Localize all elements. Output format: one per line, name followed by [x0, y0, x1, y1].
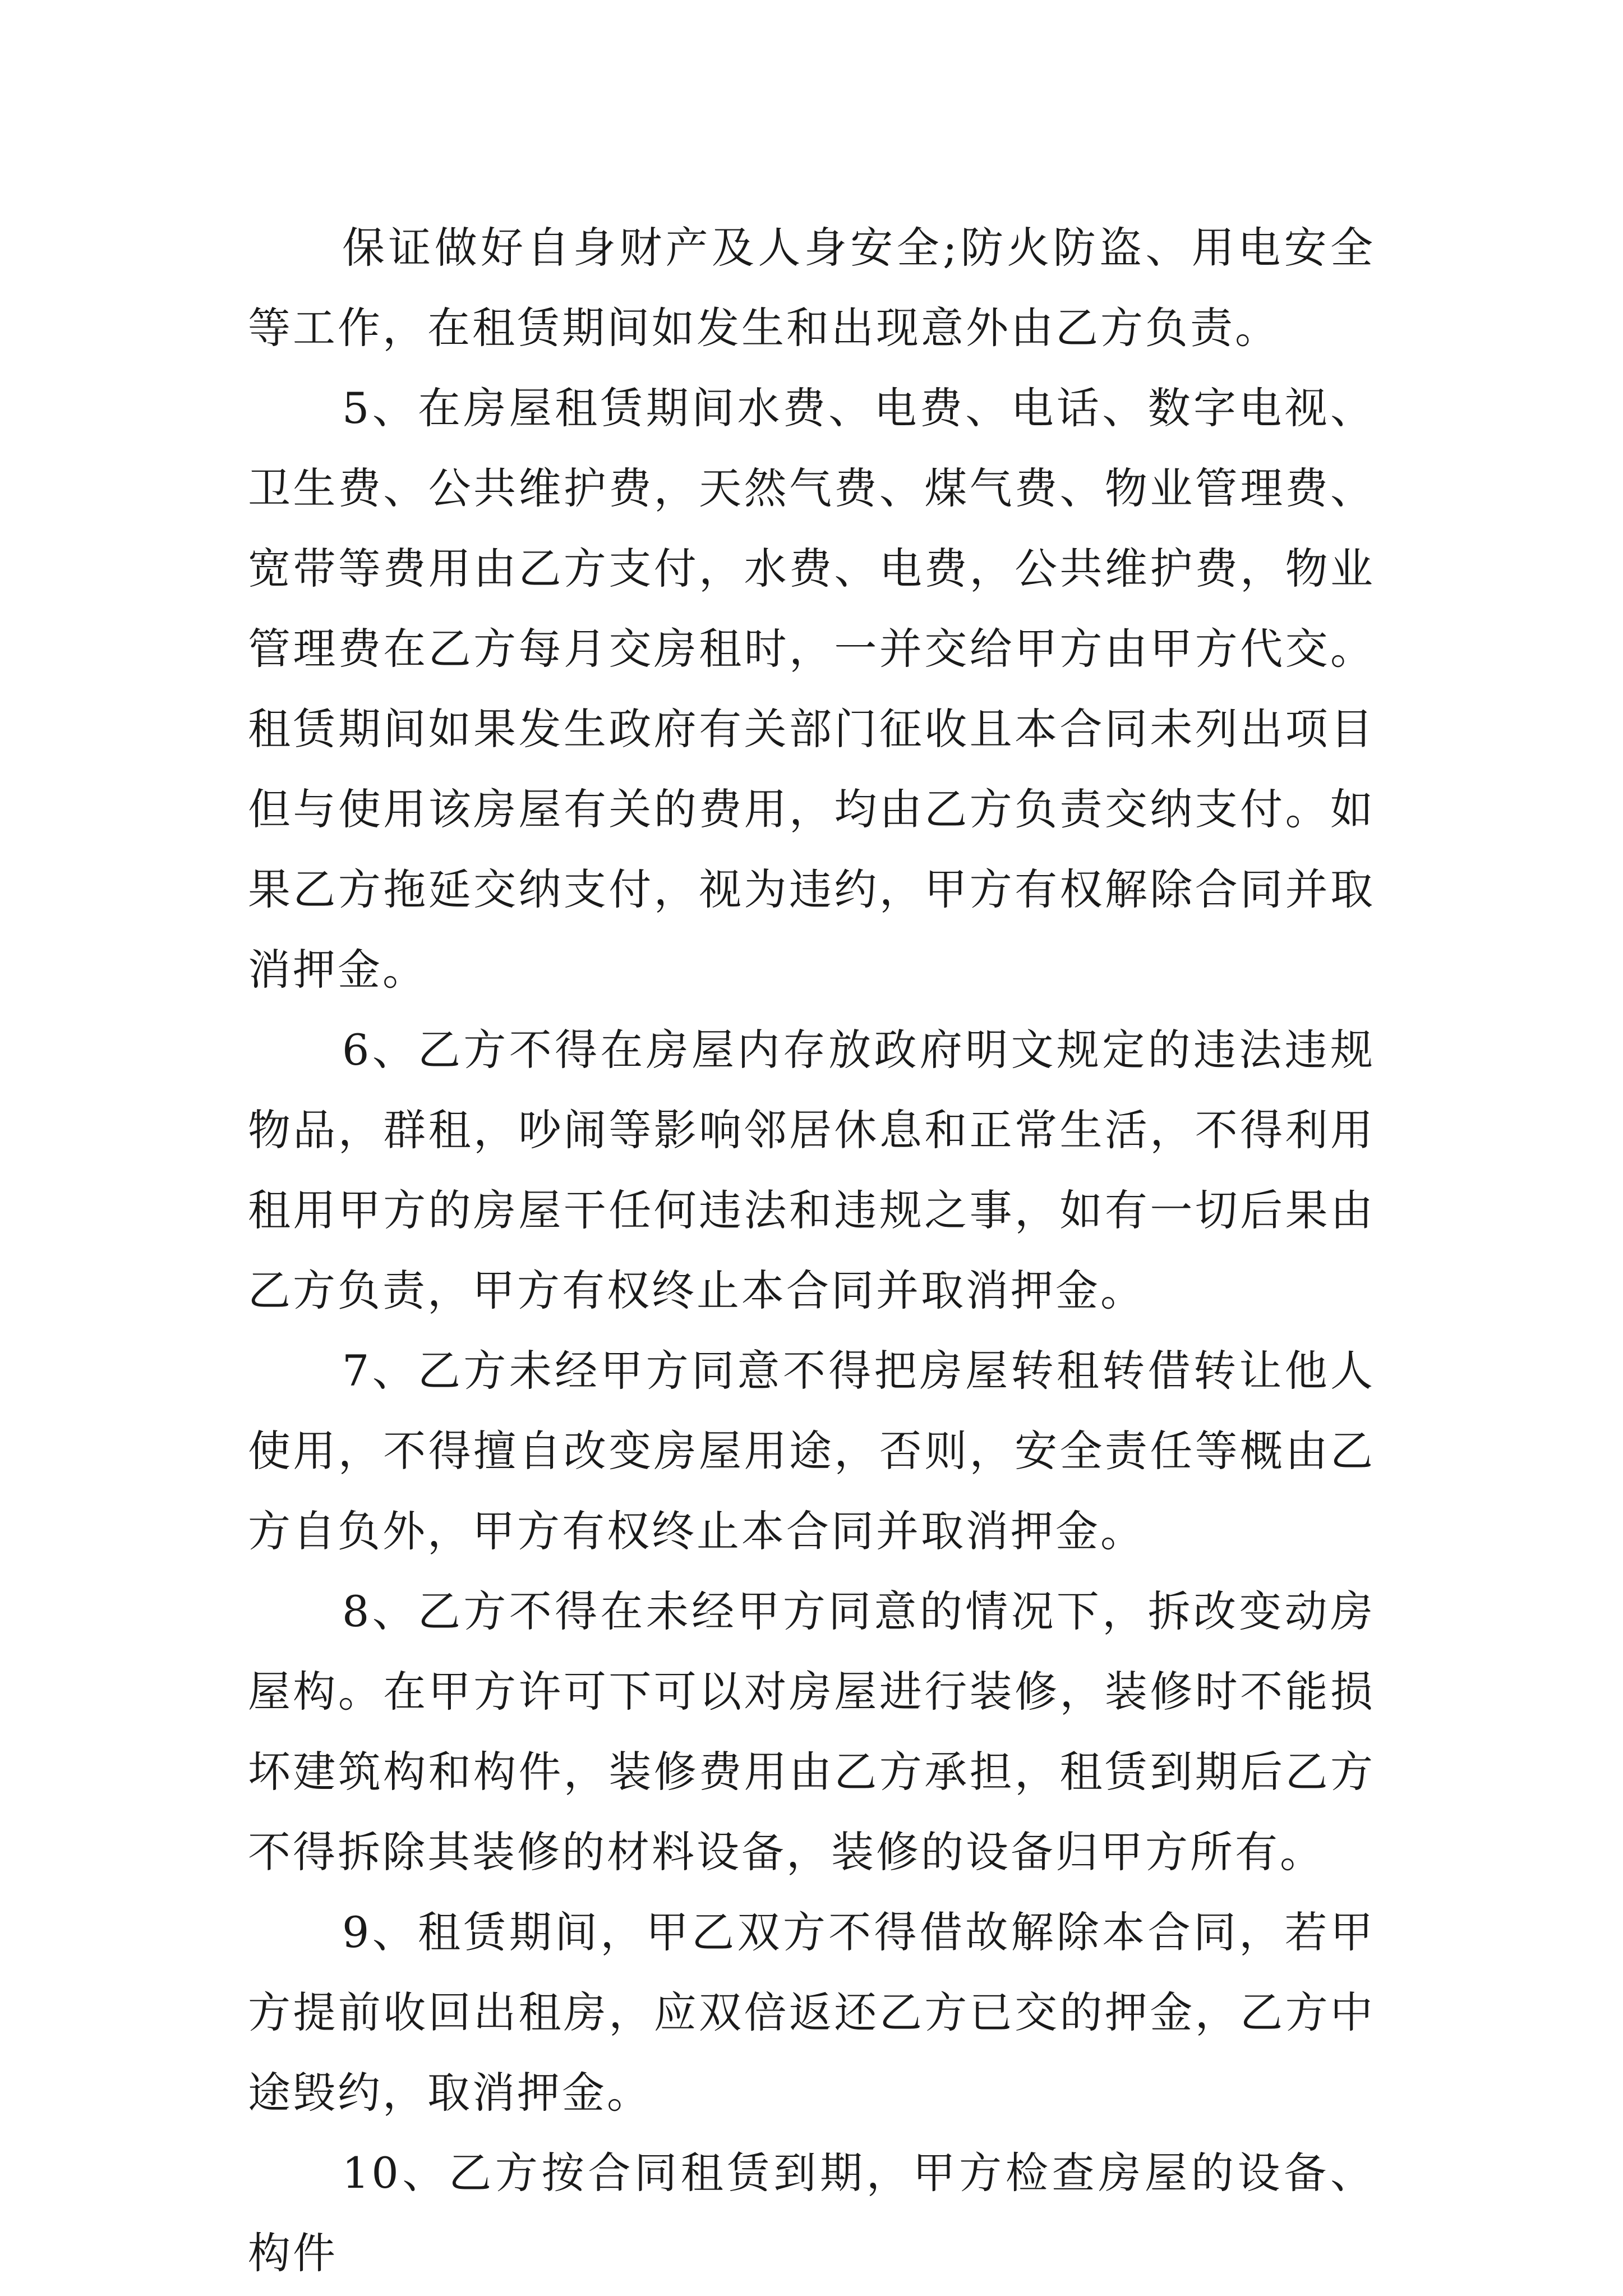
paragraph-clause-8: 8、乙方不得在未经甲方同意的情况下，拆改变动房屋构。在甲方许可下可以对房屋进行装修，装修时不能损坏建筑构和构件，装修费用由乙方承担，租赁到期后乙方不得拆除其装修的材料设备，装修的设备归甲方所有。 [248, 1586, 1375, 1877]
paragraph-clause-9: 9、租赁期间，甲乙双方不得借故解除本合同，若甲方提前收回出租房，应双倍返还乙方已交的押金，乙方中途毁约，取消押金。 [248, 1907, 1375, 2118]
paragraph-clause-10: 10、乙方按合同租赁到期，甲方检查房屋的设备、构件 [248, 2148, 1375, 2278]
paragraph-clause-7: 7、乙方未经甲方同意不得把房屋转租转借转让他人使用，不得擅自改变房屋用途，否则，安全责任等概由乙方自负外，甲方有权终止本合同并取消押金。 [248, 1346, 1375, 1556]
paragraph-clause-6: 6、乙方不得在房屋内存放政府明文规定的违法违规物品，群租，吵闹等影响邻居休息和正常生活，不得利用租用甲方的房屋干任何违法和违规之事，如有一切后果由乙方负责，甲方有权终止本合同并取消押金。 [248, 1025, 1375, 1315]
paragraph-clause-5: 5、在房屋租赁期间水费、电费、电话、数字电视、卫生费、公共维护费，天然气费、煤气费、物业管理费、宽带等费用由乙方支付，水费、电费，公共维护费，物业管理费在乙方每月交房租时，一并交给甲方由甲方代交。租赁期间如果发生政府有关部门征收且本合同未列出项目但与使用该房屋有关的费用，均由乙方负责交纳支付。如果乙方拖延交纳支付，视为违约，甲方有权解除合同并取消押金。 [248, 383, 1375, 995]
paragraph-safety: 保证做好自身财产及人身安全;防火防盗、用电安全等工作，在租赁期间如发生和出现意外由乙方负责。 [248, 223, 1375, 353]
document-body [248, 208, 1375, 2293]
